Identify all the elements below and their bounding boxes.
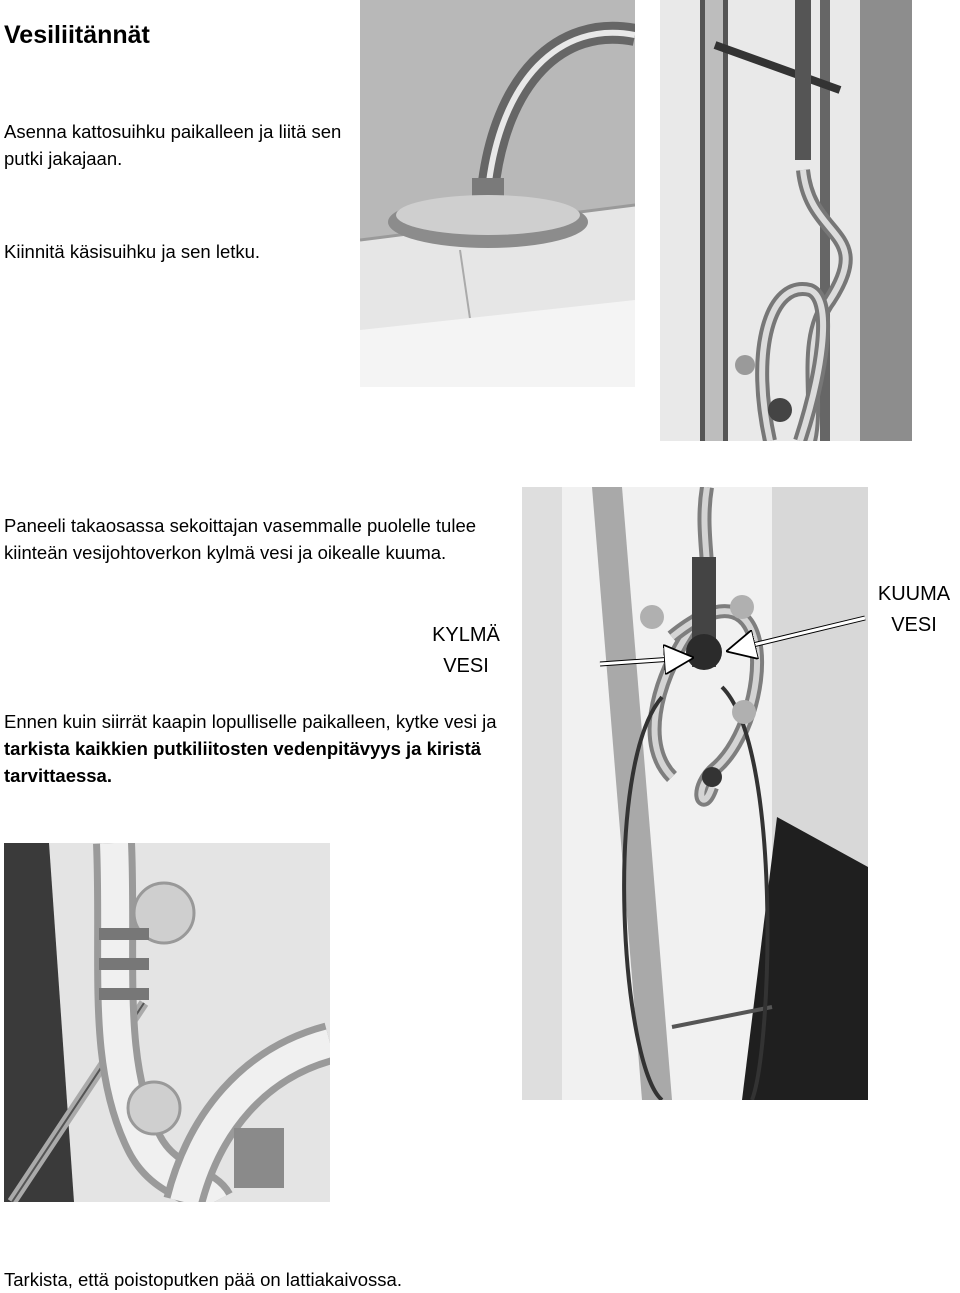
check-leaks-end: . <box>106 765 112 786</box>
page-title: Vesiliitännät <box>4 21 150 49</box>
check-leaks-text: Ennen kuin siirrät kaapin lopulliselle paikalleen, kytke vesi ja <box>4 711 497 732</box>
cold-water-label-line1: KYLMÄ <box>432 624 500 646</box>
instruction-water-sides: Paneeli takaosassa sekoittajan vasemmalle puolelle tulee kiinteän vesijohtoverkon kylmä vesi ja oikealle kuuma. <box>4 515 477 563</box>
instruction-hand-shower: Kiinnitä käsisuihku ja sen letku. <box>4 241 261 262</box>
cold-water-label <box>416 620 516 682</box>
hot-water-label <box>868 579 960 641</box>
photo-hose-clamps <box>4 843 330 1202</box>
instruction-check-leaks <box>4 708 504 789</box>
photo-back-panel <box>660 0 912 441</box>
photo-ceiling-shower <box>360 0 635 387</box>
check-leaks-bold: tarkista kaikkien putkiliitosten vedenpitävyys ja kiristä tarvittaessa <box>4 738 482 786</box>
hot-water-label-line1: KUUMA <box>877 583 951 605</box>
photo-mixer-connections <box>522 487 868 1100</box>
instruction-drain: Tarkista, että poistoputken pää on lattiakaivossa. <box>4 1269 402 1290</box>
cold-water-label-line2: VESI <box>443 655 489 677</box>
hot-water-label-line2: VESI <box>891 614 937 636</box>
instruction-ceiling-shower: Asenna kattosuihku paikalleen ja liitä sen putki jakajaan. <box>4 121 342 169</box>
